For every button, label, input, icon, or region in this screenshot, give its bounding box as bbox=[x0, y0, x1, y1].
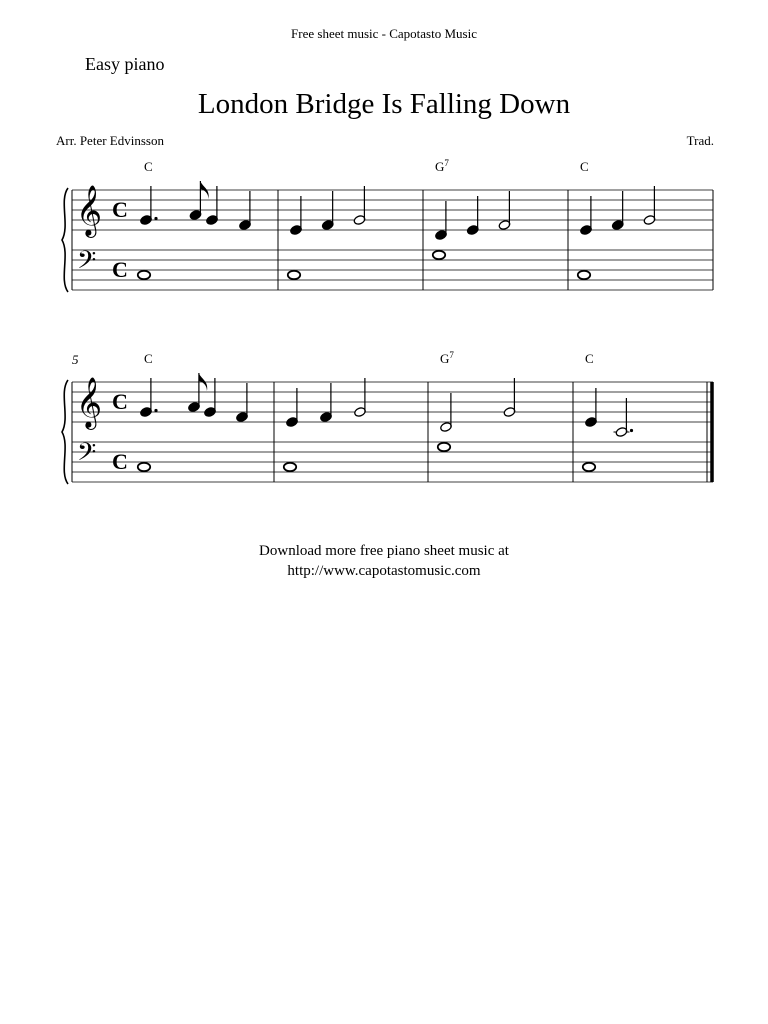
note-head bbox=[284, 463, 296, 471]
footer-link[interactable]: http://www.capotastomusic.com bbox=[287, 563, 481, 579]
augmentation-dot bbox=[630, 429, 633, 432]
measure-number: 5 bbox=[72, 352, 79, 367]
chord-extension: 7 bbox=[444, 158, 449, 168]
system-brace bbox=[62, 380, 68, 484]
note-head bbox=[288, 271, 300, 279]
page-header: Free sheet music - Capotasto Music bbox=[291, 26, 477, 41]
time-signature-treble: C bbox=[112, 389, 128, 414]
note-head bbox=[433, 251, 445, 259]
note-head bbox=[578, 271, 590, 279]
augmentation-dot bbox=[154, 217, 157, 220]
system-brace bbox=[62, 188, 68, 292]
note-head bbox=[438, 443, 450, 451]
bass-clef: 𝄢 bbox=[77, 247, 97, 280]
arranger-credit: Arr. Peter Edvinsson bbox=[56, 133, 164, 148]
bass-clef: 𝄢 bbox=[77, 439, 97, 472]
footer-text: Download more free piano sheet music at bbox=[259, 543, 509, 559]
chord-symbol: C bbox=[144, 159, 153, 174]
song-title: London Bridge Is Falling Down bbox=[197, 88, 571, 120]
time-signature-bass: C bbox=[112, 449, 128, 474]
chord-symbol: C bbox=[585, 351, 594, 366]
treble-clef: 𝄞 bbox=[76, 186, 103, 235]
chord-extension: 7 bbox=[449, 350, 454, 360]
time-signature-bass: C bbox=[112, 257, 128, 282]
subtitle: Easy piano bbox=[85, 54, 165, 74]
chord-symbol: C bbox=[144, 351, 153, 366]
note-head bbox=[138, 463, 150, 471]
note-head bbox=[138, 271, 150, 279]
time-signature-treble: C bbox=[112, 197, 128, 222]
chord-symbol: $G^7$ bbox=[440, 350, 454, 366]
chord-symbol: $G^7$ bbox=[435, 158, 449, 174]
footer bbox=[0, 541, 768, 581]
augmentation-dot bbox=[154, 409, 157, 412]
note-head bbox=[583, 463, 595, 471]
composer-credit: Trad. bbox=[686, 133, 714, 148]
chord-symbol: C bbox=[580, 159, 589, 174]
treble-clef: 𝄞 bbox=[76, 378, 103, 427]
